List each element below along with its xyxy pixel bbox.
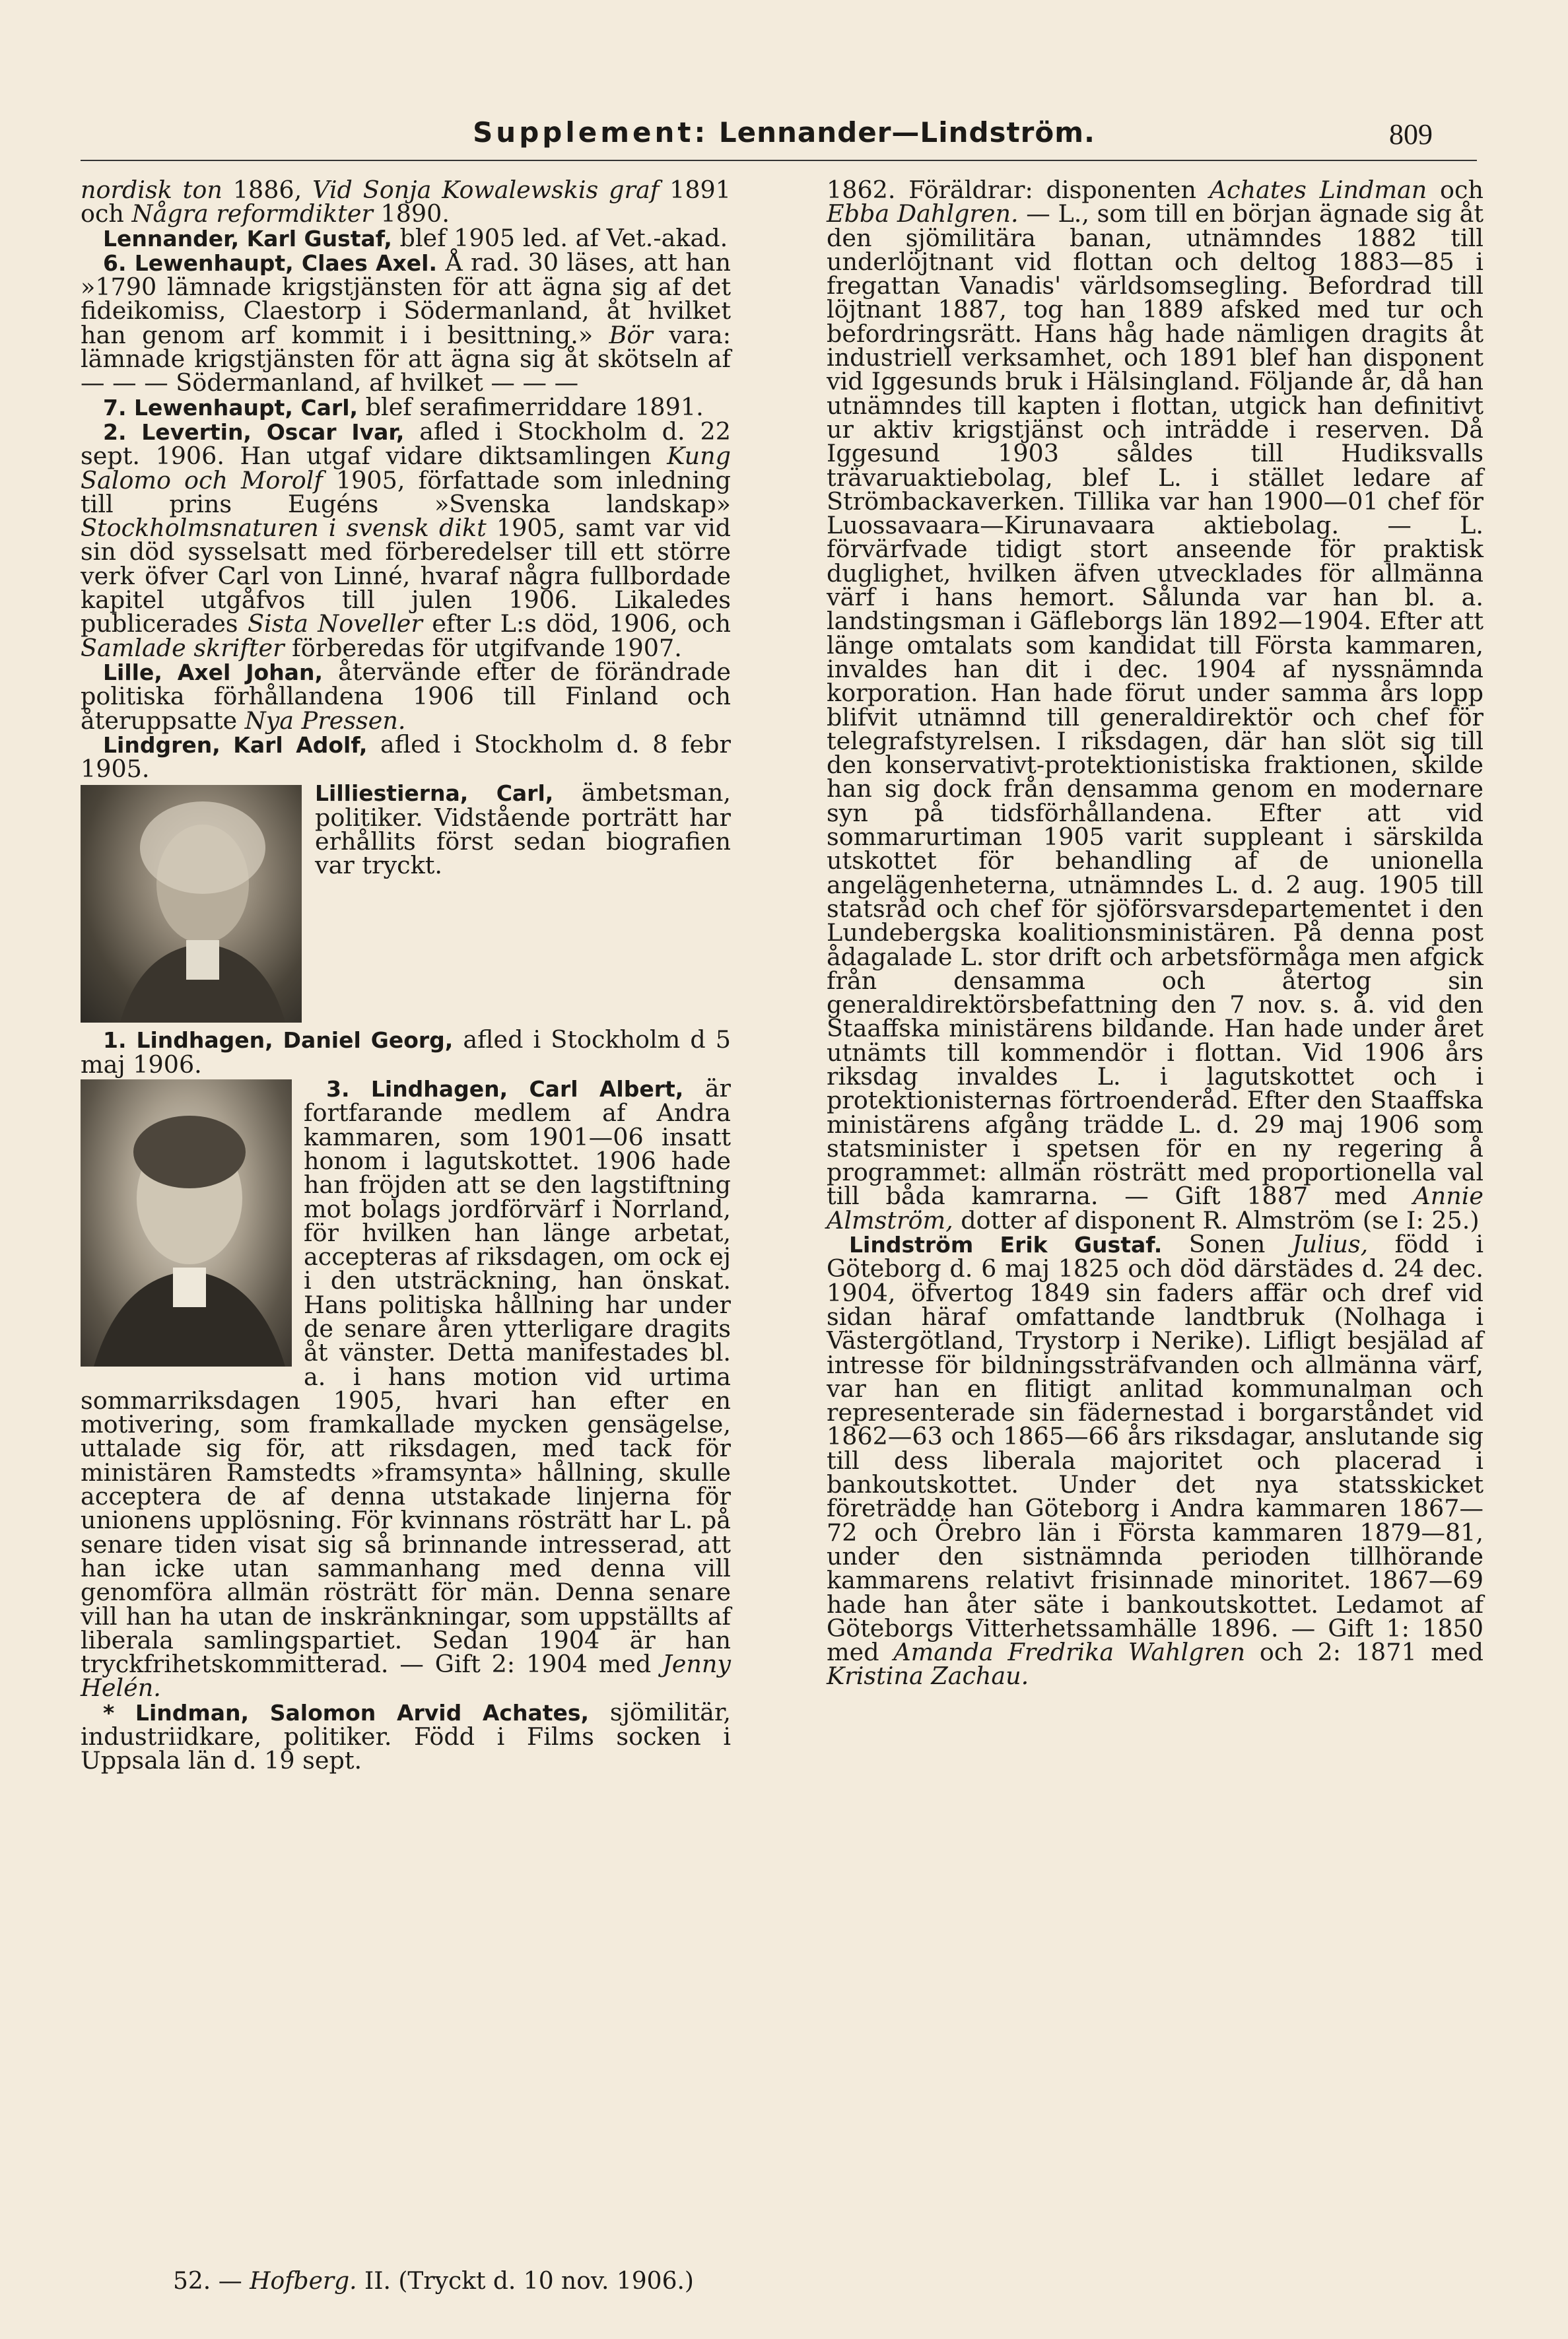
portrait-lilliestierna: [81, 785, 302, 1023]
entry-lindgren: Lindgren, Karl Adolf, afled i Stockholm d. 8 febr 1905.: [81, 729, 731, 784]
entry-lindhagen-carl: 3. Lindhagen, Carl Albert, är fortfarande medlem af Andra kammaren, som 1901—06 insatt honom i lagutskottet. 1906 hade han fröjden att se den lagstiftning mot bolags jordförvärf i Norrland, för hvilken han länge arbetat, accepteras af riksdagen, om ock ej i den utsträckning, han önskat. Hans politiska hållning har under de senare åren ytterligare dragits åt vänster. Detta manifestades bl. a. i hans motion vid urtima sommarriksdagen 1905, hvari han efter en motivering, som framkallade mycken gensägelse, uttalade sig för, att riksdagen, med tack för ministären Ramstedts »framsynta» hållning, skulle acceptera de af denna utstakade linjerna för unionens upplösning. För kvinnans rösträtt har L. på senare tiden visat sig så brinnande intresserad, att han icke utan sammanhang med denna vill genomföra allmän rösträtt för män. Denna senare vill han ha utan de inskränkningar, som uppställts af liberala samlingspartiet. Sedan 1904 är han tryckfrihetskommitterad. — Gift 2: 1904 med Jenny Helén.: [81, 1074, 732, 1703]
entry-lewenhaupt-claes: 6. Lewenhaupt, Claes Axel. Å rad. 30 läses, att han »1790 lämnade krigstjänsten för att ägna sig af det fideikomiss, Claestorp i Södermanland, åt hvilket han genom arf kommit i i besittning.» Bör vara: lämnade krigstjänsten för att ägna sig åt skötseln af — — — Södermanland, af hvilket — — —: [81, 248, 731, 397]
entry-lille: Lille, Axel Johan, återvände efter de förändrade politiska förhållandena 1906 till Finland och återuppsatte Nya Pressen.: [81, 657, 731, 735]
left-column: [81, 178, 731, 1773]
entry-lindman: * Lindman, Salomon Arvid Achates, sjömilitär, industriidkare, politiker. Född i Films socken i Uppsala län d. 19 sept.: [81, 1697, 731, 1775]
header-section: Supplement:: [473, 116, 709, 149]
running-header: [0, 116, 1568, 156]
entry-lilliestierna: Lilliestierna, Carl, ämbetsman, politiker. Vidstående porträtt har erhållits först sedan biografien var tryckt.: [315, 778, 731, 880]
right-column: [827, 178, 1483, 1689]
entry-lewenhaupt-carl: 7. Lewenhaupt, Carl, blef serafimerriddare 1891.: [103, 392, 704, 421]
entry-lindhagen-daniel: 1. Lindhagen, Daniel Georg, afled i Stockholm d 5 maj 1906.: [81, 1025, 731, 1079]
header-rule: [81, 160, 1477, 161]
entry-lennander-karl: Lennander, Karl Gustaf, blef 1905 led. af Vet.-akad.: [103, 223, 728, 252]
page-footer: 52. — Hofberg. II. (Tryckt d. 10 nov. 1906.): [173, 2268, 694, 2295]
entry-levertin: 2. Levertin, Oscar Ivar, afled i Stockholm d. 22 sept. 1906. Han utgaf vidare diktsamlingen Kung Salomo och Morolf 1905, författade som inledning till prins Eugéns »Svenska landskap» Stockholmsnaturen i svensk dikt 1905, samt var vid sin död sysselsatt med förberedelser till ett större verk öfver Carl von Linné, hvaraf några fullbordade kapitel utgåfvos till julen 1906. Likaledes publicerades Sista Noveller efter L:s död, 1906, och Samlade skrifter förberedas för utgifvande 1907.: [81, 417, 731, 662]
portrait-lilliestierna-drawing: [81, 785, 302, 1023]
portrait-lindman: [81, 1079, 292, 1367]
header-range: Lennander—Lindström.: [718, 116, 1095, 149]
header-title: [0, 116, 1568, 149]
page-number: 809: [1389, 118, 1433, 151]
entry-lindstrom: Lindström Erik Gustaf. Sonen Julius, född i Göteborg d. 6 maj 1825 och död därstädes d. 24 dec. 1904, öfvertog 1849 sin faders affär och dref vid sidan häraf omfattande landtbruk (Nolhaga i Västergötland, Trystorp i Nerike). Lifligt besjälad af intresse för bildningssträfvanden och allmänna värf, var han en flitigt anlitad kommunalman och representerade sin fädernestad i borgarståndet vid 1862—63 och 1865—66 års riksdagar, anslutande sig till dess liberala majoritet och placerad i bankoutskottet. Under det nya statsskicket företrädde han Göteborg i Andra kammaren 1867—72 och Örebro län i Första kammaren 1879—81, under den sistnämnda perioden tillhörande kammarens relativt frisinnade minoritet. 1867—69 hade han åter säte i bankoutskottet. Ledamot af Göteborgs Vitterhetssamhälle 1896. — Gift 1: 1850 med Amanda Fredrika Wahlgren och 2: 1871 med Kristina Zachau.: [827, 1230, 1483, 1691]
entry-lennander-cont: nordisk ton 1886, Vid Sonja Kowalewskis graf 1891 och Några reformdikter 1890.: [81, 176, 731, 228]
portrait-lindman-drawing: [81, 1079, 292, 1367]
entry-lindman-cont: 1862. Föräldrar: disponenten Achates Lindman och Ebba Dahlgren. — L., som till en början ägnade sig åt den sjömilitära banan, utnämndes 1882 till underlöjtnant vid flottan och deltog 1883—85 i fregattan Vanadis' världsomsegling. Befordrad till löjtnant 1887, tog han 1889 afsked med tur och befordringsrätt. Hans håg hade nämligen dragits åt industriell verksamhet, och 1891 blef han disponent vid Iggesunds bruk i Hälsingland. Följande år, då han utnämndes till kapten i flottan, utgick han definitivt ur aktiv krigstjänst och inträdde i reserven. Då Iggesund 1903 såldes till Hudiksvalls trävaruaktiebolag, blef L. i stället ledare af Strömbackaverken. Tillika var han 1900—01 chef för Luossavaara—Kirunavaara aktiebolag. — L. förvärfvade tidigt stort anseende för praktisk duglighet, hvilken äfven utvecklades för allmänna värf i hans hemort. Sålunda var han bl. a. landstingsman i Gäfleborgs län 1892—1904. Efter att länge omtalats som kandidat till Första kammaren, invaldes han dit i dec. 1904 af nyssnämnda korporation. Han hade förut under samma års lopp blifvit utnämnd till generaldirektör och chef för telegrafstyrelsen. I riksdagen, där han slöt sig till den konservativt-protektionistiska fraktionen, skilde han sig dock från densamma genom en modernare syn på tidsförhållandena. Efter att vid sommarurtiman 1905 varit suppleant i särskilda utskottet för behandling af de unionella angelägenheterna, utnämndes L. d. 2 aug. 1905 till statsråd och chef för sjöförsvarsdepartementet i den Lundebergska koalitionsministären. På denna post ådagalade L. stor drift och arbetsförmåga men afgick från densamma och återtog sin generaldirektörsbefattning den 7 nov. s. å. vid den Staaffska ministärens bildande. Han hade under året utnämts till kommendör i flottan. Vid 1906 års riksdag invaldes L. i lagutskottet och i protektionisternas förtroenderåd. Efter den Staaffska ministärens afgång trädde L. d. 29 maj 1906 som statsminister i spetsen för en ny regering å programmet: allmän rösträtt med proportionella val till båda kamrarna. — Gift 1887 med Annie Almström, dotter af disponent R. Almström (se I: 25.): [827, 176, 1484, 1235]
